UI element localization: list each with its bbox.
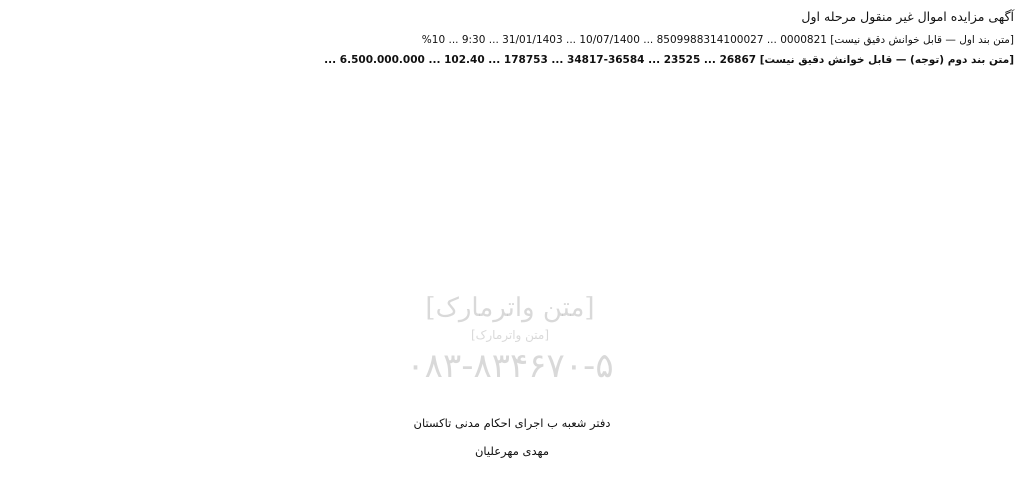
auction-details-paragraph: [متن بند اول — قابل خوانش دقیق نیست] 0000821 ... 8509988314100027 ... 10/07/1400 ... 31/01/1403 ... 9:30 ... 10% (421, 34, 1014, 46)
watermark-phone: ۰۸۳-۸۳۴۶۷۰-۵ (406, 346, 614, 386)
signature-office: دفتر شعبه ب اجرای احکام مدنی تاکستان (413, 416, 611, 430)
watermark-subtitle: [متن واترمارک] (470, 328, 550, 342)
attention-paragraph: [متن بند دوم (توجه) — قابل خوانش دقیق نیست] 26867 ... 23525 ... 36584-34817 ... 178753 ... 102.40 ... 6.500.000.000 ... (324, 53, 1014, 66)
watermark-title: [متن واترمارک] (425, 293, 595, 323)
announcement-title: آگهی مزایده اموال غیر منقول مرحله اول (801, 9, 1014, 24)
signature-name: مهدی مهرعلیان (474, 444, 550, 458)
